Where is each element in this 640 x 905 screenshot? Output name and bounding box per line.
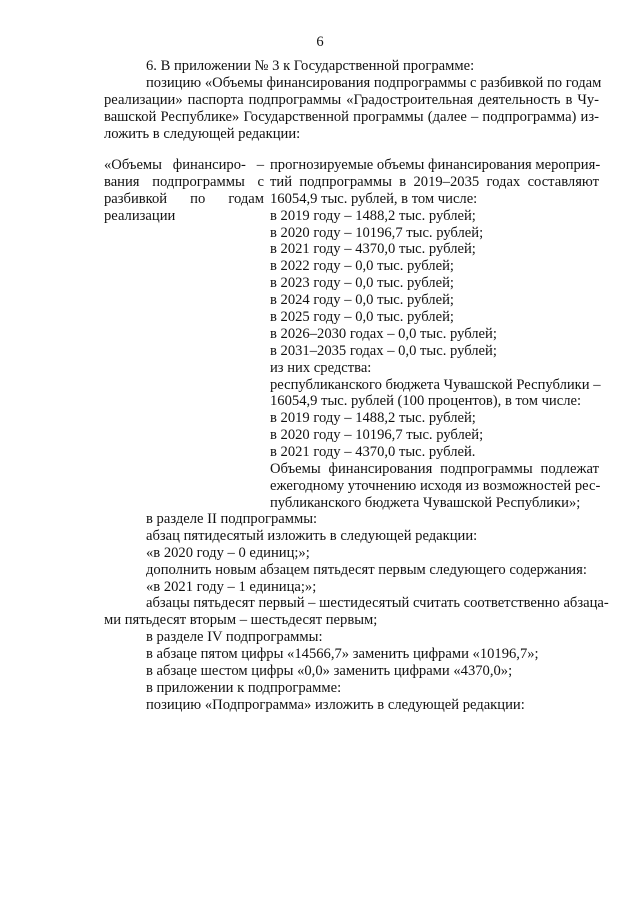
table-value-line: публиканского бюджета Чувашской Республики»; [270,494,581,511]
amendment-line: позицию «Подпрограмма» изложить в следующей редакции: [146,696,525,713]
table-value-line: в 2025 году – 0,0 тыс. рублей; [270,309,454,326]
table-value-line: ежегодному уточнению исходя из возможностей рес- [270,477,601,494]
intro-line: 6. В приложении № 3 к Государственной программе: [146,58,475,74]
intro-paragraph [104,58,602,142]
table-value-line: прогнозируемые объемы финансирования мероприя- [270,157,601,173]
amendment-line: абзацы пятьдесят первый – шестидесятый считать соответственно абзаца- [146,595,609,612]
table-value-line: в 2026–2030 годах – 0,0 тыс. рублей; [270,325,497,342]
table-value-line: в 2021 году – 4370,0 тыс. рублей; [270,241,476,258]
page-number: 6 [316,34,324,50]
amendment-line: «в 2020 году – 0 единиц;»; [146,544,310,561]
intro-line: реализации» паспорта подпрограммы «Градостроительная деятельность в Чу- [104,91,599,108]
intro-line: позицию «Объемы финансирования подпрограммы с разбивкой по годам [146,74,602,91]
table-label-line: вания подпрограммы с [104,173,264,190]
amendment-line: в разделе II подпрограммы: [146,511,318,527]
amendment-line: в разделе IV подпрограммы: [146,629,323,646]
table-label-line: реализации [104,207,176,224]
amendment-line: ми пятьдесят вторым – шестьдесят первым; [104,612,378,629]
table-value-line: тий подпрограммы в 2019–2035 годах составляют [270,173,599,190]
table-value-line: Объемы финансирования подпрограммы подлежат [270,461,599,478]
financing-table-value-column [270,157,599,512]
table-value-line: в 2024 году – 0,0 тыс. рублей; [270,292,454,309]
table-value-line: в 2031–2035 годах – 0,0 тыс. рублей; [270,342,497,359]
table-value-line: в 2020 году – 10196,7 тыс. рублей; [270,427,484,444]
table-value-line: в 2020 году – 10196,7 тыс. рублей; [270,224,484,241]
amendment-line: дополнить новым абзацем пятьдесят первым следующего содержания: [146,561,587,578]
amendment-line: в приложении к подпрограмме: [146,679,342,696]
amendment-line: абзац пятидесятый изложить в следующей редакции: [146,527,478,544]
table-value-line: в 2022 году – 0,0 тыс. рублей; [270,258,454,275]
table-value-line: в 2019 году – 1488,2 тыс. рублей; [270,207,476,224]
table-value-line: в 2021 году – 4370,0 тыс. рублей. [270,444,476,461]
intro-line: ложить в следующей редакции: [104,125,301,142]
table-value-line: 16054,9 тыс. рублей (100 процентов), в том числе: [270,393,582,410]
table-value-line: в 2019 году – 1488,2 тыс. рублей; [270,410,476,427]
amendment-line: «в 2021 году – 1 единица;»; [146,578,317,595]
table-label-line: разбивкой по годам [104,190,264,207]
intro-line: вашской Республике» Государственной программы (далее – подпрограмма) из- [104,108,599,125]
table-label-line: «Объемы финансиро- – [104,157,264,173]
financing-table-label-column [104,157,264,225]
amendment-line: в абзаце шестом цифры «0,0» заменить цифрами «4370,0»; [146,663,513,680]
table-value-line: 16054,9 тыс. рублей, в том числе: [270,190,478,207]
amendments-paragraphs [104,511,609,714]
table-value-line: в 2023 году – 0,0 тыс. рублей; [270,275,454,292]
amendment-line: в абзаце пятом цифры «14566,7» заменить цифрами «10196,7»; [146,646,539,663]
table-value-line: из них средства: [270,359,372,376]
table-value-line: республиканского бюджета Чувашской Республики – [270,376,601,393]
